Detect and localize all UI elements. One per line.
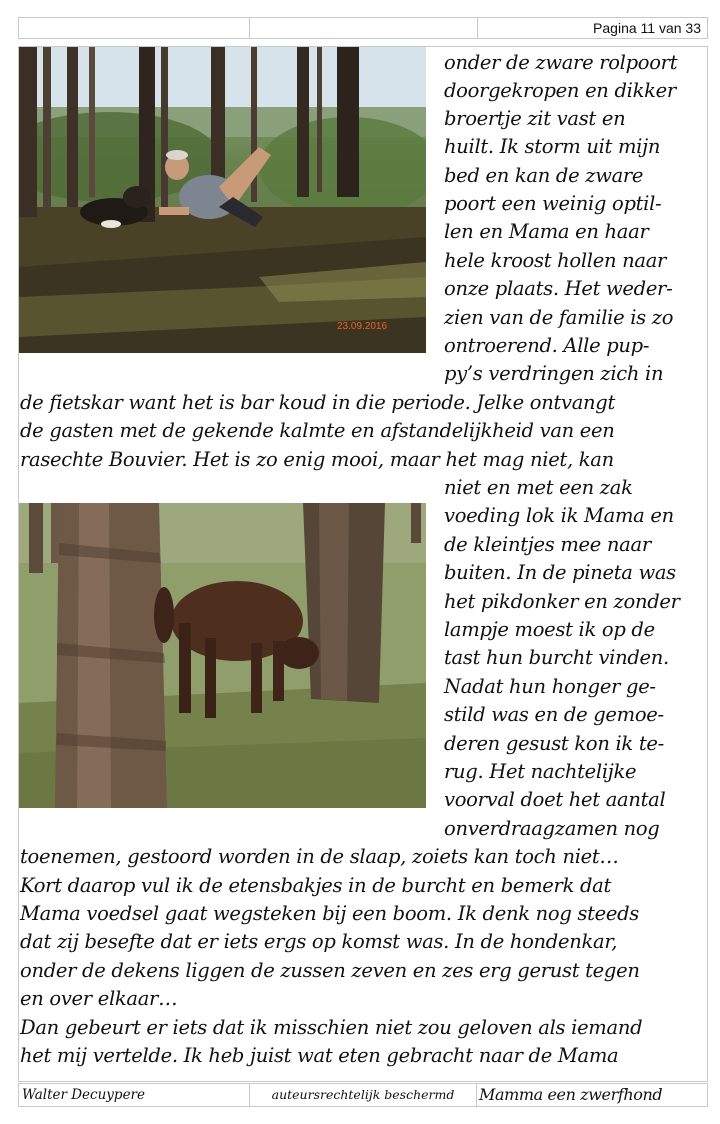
text-line: broertje zit vast en bbox=[444, 107, 626, 130]
footer-author: Walter Decuypere bbox=[19, 1084, 250, 1106]
text-line: rasechte Bouvier. Het is zo enig mooi, maar het mag niet, kan bbox=[20, 448, 614, 471]
text-line: en over elkaar… bbox=[20, 987, 178, 1010]
page-footer bbox=[18, 1083, 708, 1107]
text-line: dat zij besefte dat er iets ergs op komst was. In de hondenkar, bbox=[20, 930, 618, 953]
page-number: Pagina 11 van 33 bbox=[593, 20, 701, 36]
header-cell-left bbox=[19, 18, 250, 38]
text-line: rug. Het nachtelijke bbox=[444, 760, 637, 783]
text-line: bed en kan de zware bbox=[444, 164, 644, 187]
text-line: ontroerend. Alle pup- bbox=[444, 334, 650, 357]
text-line: Mama voedsel gaat wegsteken bij een boom. Ik denk nog steeds bbox=[20, 902, 640, 925]
photo-man-with-dog bbox=[19, 47, 426, 353]
page-header bbox=[18, 17, 708, 39]
text-line: toenemen, gestoord worden in de slaap, zoiets kan toch niet… bbox=[20, 845, 619, 868]
text-line: niet en met een zak bbox=[444, 476, 633, 499]
photo-date-stamp: 23.09.2016 bbox=[337, 321, 388, 332]
text-line: buiten. In de pineta was bbox=[444, 561, 676, 584]
text-line: deren gesust kon ik te- bbox=[444, 732, 664, 755]
text-line: voorval doet het aantal bbox=[444, 788, 666, 811]
text-line: py’s verdringen zich in bbox=[444, 362, 664, 385]
text-line: doorgekropen en dikker bbox=[444, 79, 676, 102]
document-page bbox=[18, 17, 708, 1107]
text-line: hele kroost hollen naar bbox=[444, 249, 667, 272]
text-line: Nadat hun honger ge- bbox=[444, 675, 656, 698]
photo-dog-between-trees bbox=[19, 503, 426, 808]
text-line: poort een weinig optil- bbox=[444, 192, 662, 215]
text-line: onverdraagzamen nog bbox=[444, 817, 660, 840]
text-line: zien van de familie is zo bbox=[444, 306, 674, 329]
text-line: onder de zware rolpoort bbox=[444, 51, 678, 74]
text-line: Kort daarop vul ik de etensbakjes in de burcht en bemerk dat bbox=[20, 874, 612, 897]
text-line: lampje moest ik op de bbox=[444, 618, 655, 641]
text-line: huilt. Ik storm uit mijn bbox=[444, 135, 661, 158]
text-line: onder de dekens liggen de zussen zeven en zes erg gerust tegen bbox=[20, 959, 640, 982]
text-line: de fietskar want het is bar koud in die periode. Jelke ontvangt bbox=[20, 391, 616, 414]
text-line: de kleintjes mee naar bbox=[444, 533, 651, 556]
footer-book-title: Mamma een zwerfhond bbox=[479, 1085, 663, 1104]
text-line: het mij vertelde. Ik heb juist wat eten gebracht naar de Mama bbox=[20, 1044, 619, 1067]
header-cell-middle bbox=[250, 18, 478, 38]
text-line: onze plaats. Het weder- bbox=[444, 277, 673, 300]
text-line: stild was en de gemoe- bbox=[444, 703, 664, 726]
text-line: tast hun burcht vinden. bbox=[444, 646, 669, 669]
text-line: Dan gebeurt er iets dat ik misschien niet zou geloven als iemand bbox=[20, 1016, 643, 1039]
footer-copyright: auteursrechtelijk beschermd bbox=[250, 1084, 477, 1106]
text-line: de gasten met de gekende kalmte en afstandelijkheid van een bbox=[20, 419, 615, 442]
text-line: het pikdonker en zonder bbox=[444, 590, 680, 613]
text-line: voeding lok ik Mama en bbox=[444, 504, 674, 527]
text-line: len en Mama en haar bbox=[444, 220, 649, 243]
